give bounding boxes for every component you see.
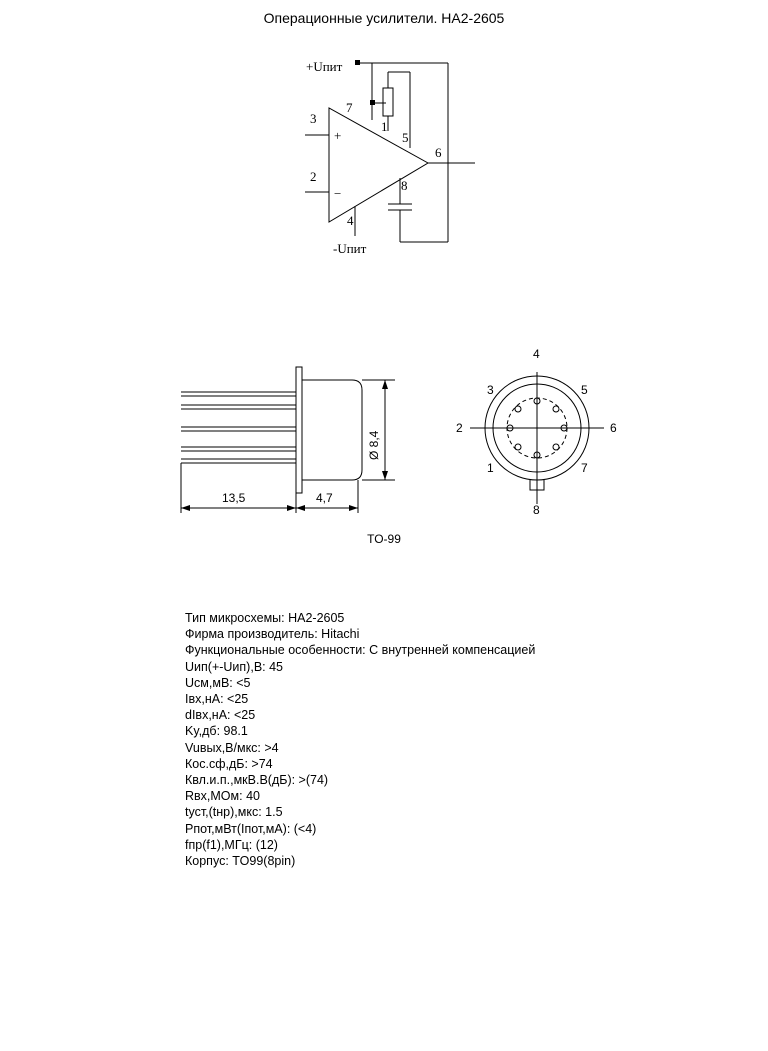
spec-line: Uип(+-Uип),В: 45 [185, 659, 284, 674]
minus-input-sign: − [334, 186, 342, 201]
pin-5-label: 5 [402, 130, 409, 145]
spec-line: Тип микросхемы: HA2-2605 [185, 611, 345, 625]
bottom-pin-4-label: 4 [533, 347, 540, 361]
pin-6-label: 6 [435, 145, 442, 160]
spec-line: Iвх,нА: <25 [185, 692, 249, 707]
pin-3-label: 3 [310, 111, 317, 126]
spec-line: Ky,дб: 98.1 [185, 724, 248, 739]
spec-line: Rвх,МОм: 40 [185, 789, 260, 804]
pin-4-label: 4 [347, 213, 354, 228]
supply-neg-label: -Uпит [333, 241, 367, 256]
spec-line: fпр(f1),МГц: (12) [185, 837, 278, 852]
bottom-pin-3-label: 3 [487, 383, 494, 397]
spec-line: Квл.и.п.,мкВ.В(дБ): >(74) [185, 773, 329, 788]
bottom-pin-1-label: 1 [487, 461, 494, 475]
pin-7-label: 7 [346, 100, 353, 115]
spec-line: dIвх,нА: <25 [185, 708, 256, 723]
pin-5-dot [553, 406, 559, 412]
pin-2-label: 2 [310, 169, 317, 184]
pin-1-label: 1 [381, 119, 388, 134]
spec-line: Кос.сф,дБ: >74 [185, 756, 273, 771]
supply-pos-label: +Uпит [306, 59, 343, 74]
dim-diameter-label: Ø 8,4 [367, 430, 381, 460]
bottom-pin-7-label: 7 [581, 461, 588, 475]
dim-body-label: 4,7 [316, 491, 333, 505]
spec-line: tуст,(tнр),мкс: 1.5 [185, 805, 283, 820]
spec-line: Функциональные особенности: С внутренней компенсацией [185, 643, 536, 658]
bottom-pin-5-label: 5 [581, 383, 588, 397]
bottom-pin-2-label: 2 [456, 421, 463, 435]
spec-line: Фирма производитель: Hitachi [185, 627, 360, 642]
pin-3-dot [515, 406, 521, 412]
page-title: Операционные усилители. HA2-2605 [263, 10, 505, 26]
spec-line: Корпус: TO99(8pin) [185, 854, 296, 869]
pin-7-dot [553, 444, 559, 450]
spec-line: Pпот,мВт(Iпот,мА): (<4) [185, 821, 317, 836]
plus-input-sign: + [334, 128, 342, 143]
bottom-pin-6-label: 6 [610, 421, 617, 435]
package-flange [296, 367, 302, 493]
pin-1-dot [515, 444, 521, 450]
package-body [302, 380, 362, 480]
spec-line: Vuвых,В/мкс: >4 [185, 740, 279, 755]
specs-list [185, 610, 535, 869]
bottom-pin-8-label: 8 [533, 503, 540, 517]
spec-line: Uсм,мВ: <5 [185, 675, 251, 690]
pin-8-label: 8 [401, 178, 408, 193]
dim-length-label: 13,5 [222, 491, 246, 505]
package-name: TO-99 [367, 532, 401, 546]
